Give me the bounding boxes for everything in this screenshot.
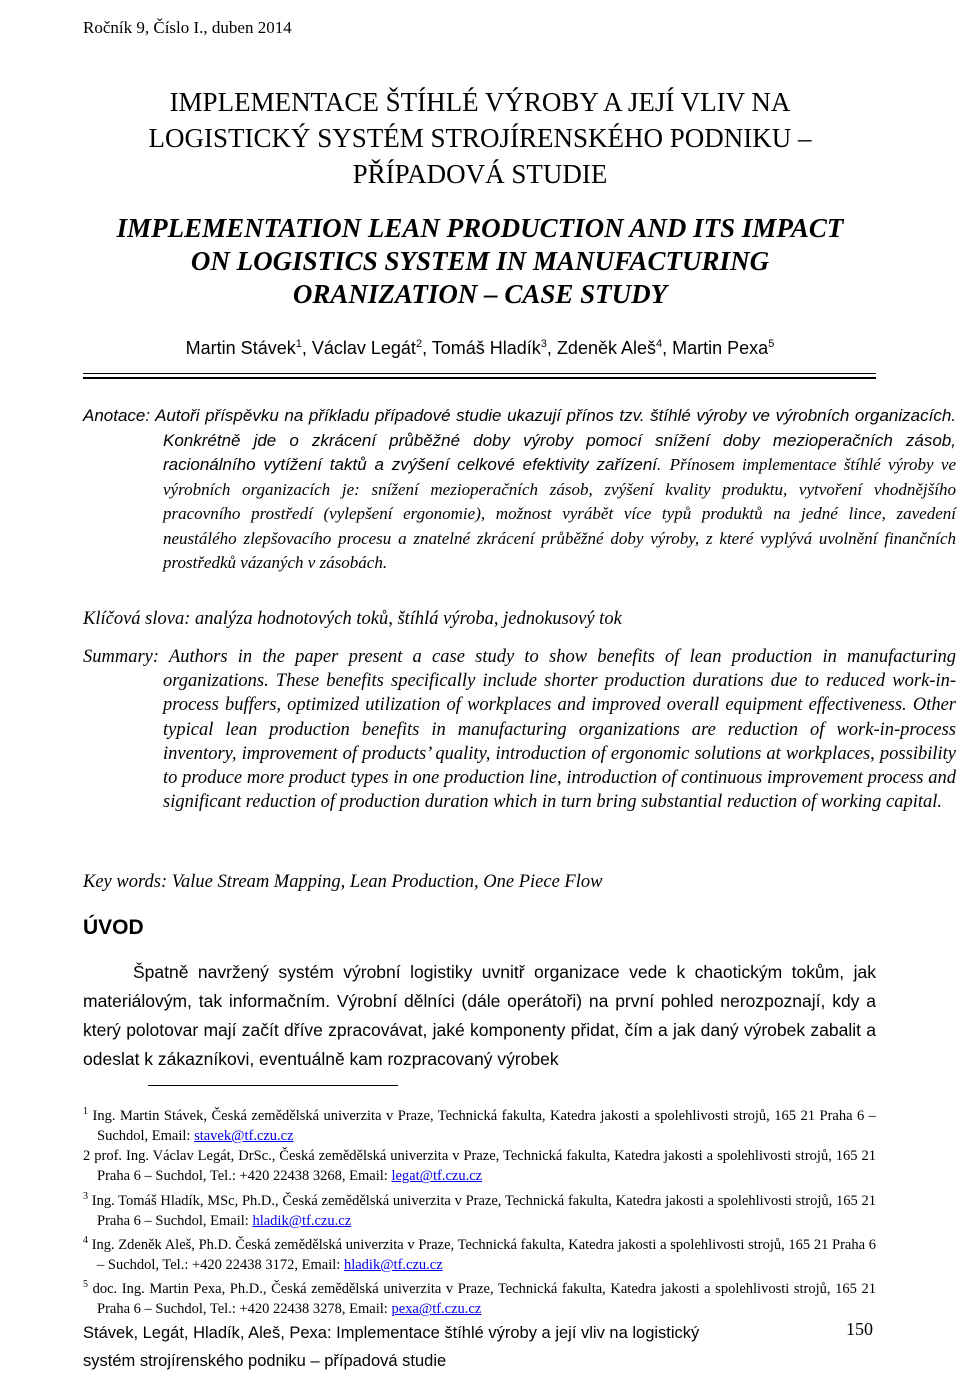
title-english-line: ORANIZATION – CASE STUDY bbox=[292, 279, 668, 309]
footnote-text: prof. Ing. Václav Legát, DrSc., Česká zemědělská univerzita v Praze, Technická fakulta, Katedra jakosti a spolehlivosti strojů, 165 21 Praha 6 – Suchdol, Tel.: +420 22438 3268, Email: bbox=[94, 1148, 877, 1185]
email-link[interactable]: hladik@tf.czu.cz bbox=[343, 1256, 443, 1273]
footer-citation-line: systém strojírenského podniku – případová studie bbox=[83, 1352, 447, 1370]
footnote-text: Ing. Zdeněk Aleš, Ph.D. Česká zemědělská univerzita v Praze, Technická fakulta, Katedra jakosti a spolehlivosti strojů, 165 21 Praha 6 – Suchdol, Tel.: +420 22438 3172, Email: bbox=[91, 1236, 876, 1273]
footnote-mark: 2 bbox=[83, 1148, 91, 1165]
footnote bbox=[83, 1102, 876, 1146]
keywords-label: Key words: bbox=[83, 872, 168, 892]
footnote bbox=[83, 1146, 876, 1186]
keywords-text: analýza hodnotových toků, štíhlá výroba, jednokusový tok bbox=[195, 609, 622, 629]
author-name: Václav Legát bbox=[311, 338, 416, 358]
footnote-text: Ing. Tomáš Hladík, MSc, Ph.D., Česká zemědělská univerzita v Praze, Technická fakulta, Katedra jakosti a spolehlivosti strojů, 165 21 Praha 6 – Suchdol, Email: bbox=[91, 1192, 877, 1229]
email-link[interactable]: legat@tf.czu.cz bbox=[391, 1168, 483, 1185]
author-name: Tomáš Hladík bbox=[431, 338, 541, 358]
title-czech-line: LOGISTICKÝ SYSTÉM STROJÍRENSKÉHO PODNIKU – bbox=[148, 123, 812, 153]
title-czech bbox=[60, 84, 900, 192]
author-mark: 5 bbox=[768, 338, 775, 350]
footnote-text: doc. Ing. Martin Pexa, Ph.D., Česká zemědělská univerzita v Praze, Technická fakulta, Katedra jakosti a spolehlivosti strojů, 165 21 Praha 6 – Suchdol, Tel.: +420 22438 3278, Email: bbox=[92, 1280, 876, 1318]
summary-text: Authors in the paper present a case study to show benefits of lean production in manufacturing organizations. These benefits specifically include shorter production durations due to reduced work-in-process buffers, optimized utilization of workplaces and improved overall equipment effectiveness. Other typical lean production benefits in manufacturing organizations are reduction of work-in-process inventory, improvement of products’ quality, introduction of ergonomic solutions at workplaces, possibility to produce more product types in one production line, introduction of continuous improvement process and significant reduction of production duration which in turn bring substantial reduction of working capital. bbox=[163, 647, 956, 813]
divider bbox=[83, 373, 876, 374]
abstract-czech bbox=[83, 404, 956, 576]
footnote-mark: 3 bbox=[83, 1190, 88, 1202]
summary-label: Summary: bbox=[83, 647, 160, 667]
journal-issue-header: Ročník 9, Číslo I., duben 2014 bbox=[83, 18, 292, 37]
abstract-text-continued: Přínosem implementace štíhlé výroby ve výrobních organizacích je: snížení mezioperačních zásob, zvýšení kvality produktu, vytvoření vhodnějšího pracovního prostředí (vylepšení ergonomie), možnost vyrábět více typů produktů na jedné lince, zavedení neustálého zlepšovacího procesu a znatelné zkrácení průběžné doby výroby, z které vyplývá uvolnění finančních prostředků vázaných v zásobách. bbox=[163, 455, 956, 572]
author-name: Martin Pexa bbox=[672, 338, 769, 358]
summary-english bbox=[83, 645, 956, 814]
keywords-label: Klíčová slova: bbox=[83, 609, 191, 629]
abstract-text: Autoři příspěvku na příkladu případové studie ukazují přínos tzv. štíhlé výroby ve výrobních organizacích. Konkrétně jde o zkrácení průběžné doby výroby pomocí snížení doby mezioperačních zásob, racionálního vytížení taktů a zvýšení celkové efektivity zařízení. bbox=[155, 406, 956, 474]
page-number: 150 bbox=[846, 1319, 873, 1339]
footnote-mark: 5 bbox=[83, 1279, 88, 1291]
author-list: Martin Stávek$^1$, Václav Legát$^2$, Tomáš Hladík$^3$, Zdeněk Aleš$^4$, Martin Pexa$^5$ bbox=[185, 338, 775, 358]
footnote bbox=[83, 1275, 876, 1319]
intro-text: Špatně navržený systém výrobní logistiky uvnitř organizace vede k chaotickým tokům, jak materiálovým, tak informačním. Výrobní dělníci (dále operátoři) na první pohled nerozpoznají, kdy a který polotovar mají začít dříve zpracovávat, jaké komponenty přidat, čím a jak daný výrobek zabalit a odeslat k zákazníkovi, eventuálně kam rozpracovaný výrobek bbox=[83, 962, 876, 1069]
email-link[interactable]: hladik@tf.czu.cz bbox=[252, 1212, 352, 1229]
author-name: Martin Stávek bbox=[185, 338, 296, 358]
divider bbox=[83, 377, 876, 379]
title-czech-line: IMPLEMENTACE ŠTÍHLÉ VÝROBY A JEJÍ VLIV NA bbox=[169, 87, 791, 117]
author-mark: 2 bbox=[415, 338, 423, 350]
footnote bbox=[83, 1187, 876, 1231]
author-mark: 4 bbox=[656, 338, 663, 350]
page-footer bbox=[83, 1319, 783, 1375]
abstract-label: Anotace: bbox=[83, 406, 151, 425]
author-mark: 3 bbox=[540, 338, 547, 350]
footnote-mark: 4 bbox=[83, 1234, 88, 1246]
footnotes bbox=[83, 1102, 876, 1319]
keywords-czech bbox=[83, 609, 876, 630]
section-heading: ÚVOD bbox=[83, 916, 144, 939]
footnote-divider bbox=[148, 1085, 398, 1086]
footer-citation-line: Stávek, Legát, Hladík, Aleš, Pexa: Implementace štíhlé výroby a její vliv na logistický bbox=[83, 1324, 700, 1342]
author-name: Zdeněk Aleš bbox=[556, 338, 656, 358]
title-czech-line: PŘÍPADOVÁ STUDIE bbox=[352, 159, 608, 189]
author-mark: 1 bbox=[295, 338, 302, 350]
title-english bbox=[60, 212, 900, 311]
footnote bbox=[83, 1231, 876, 1275]
title-english-line: IMPLEMENTATION LEAN PRODUCTION AND ITS IMPACT bbox=[116, 213, 844, 243]
intro-paragraph bbox=[83, 958, 876, 1074]
footnote-text: Ing. Martin Stávek, Česká zemědělská univerzita v Praze, Technická fakulta, Katedra jakosti a spolehlivosti strojů, 165 21 Praha 6 – Suchdol, Email: bbox=[92, 1107, 877, 1145]
footnote-mark: 1 bbox=[83, 1106, 88, 1117]
keywords-text: Value Stream Mapping, Lean Production, One Piece Flow bbox=[171, 872, 603, 892]
email-link[interactable]: pexa@tf.czu.cz bbox=[391, 1301, 482, 1318]
keywords-english bbox=[83, 872, 876, 893]
email-link[interactable]: stavek@tf.czu.cz bbox=[194, 1128, 294, 1145]
title-english-line: ON LOGISTICS SYSTEM IN MANUFACTURING bbox=[190, 246, 770, 276]
